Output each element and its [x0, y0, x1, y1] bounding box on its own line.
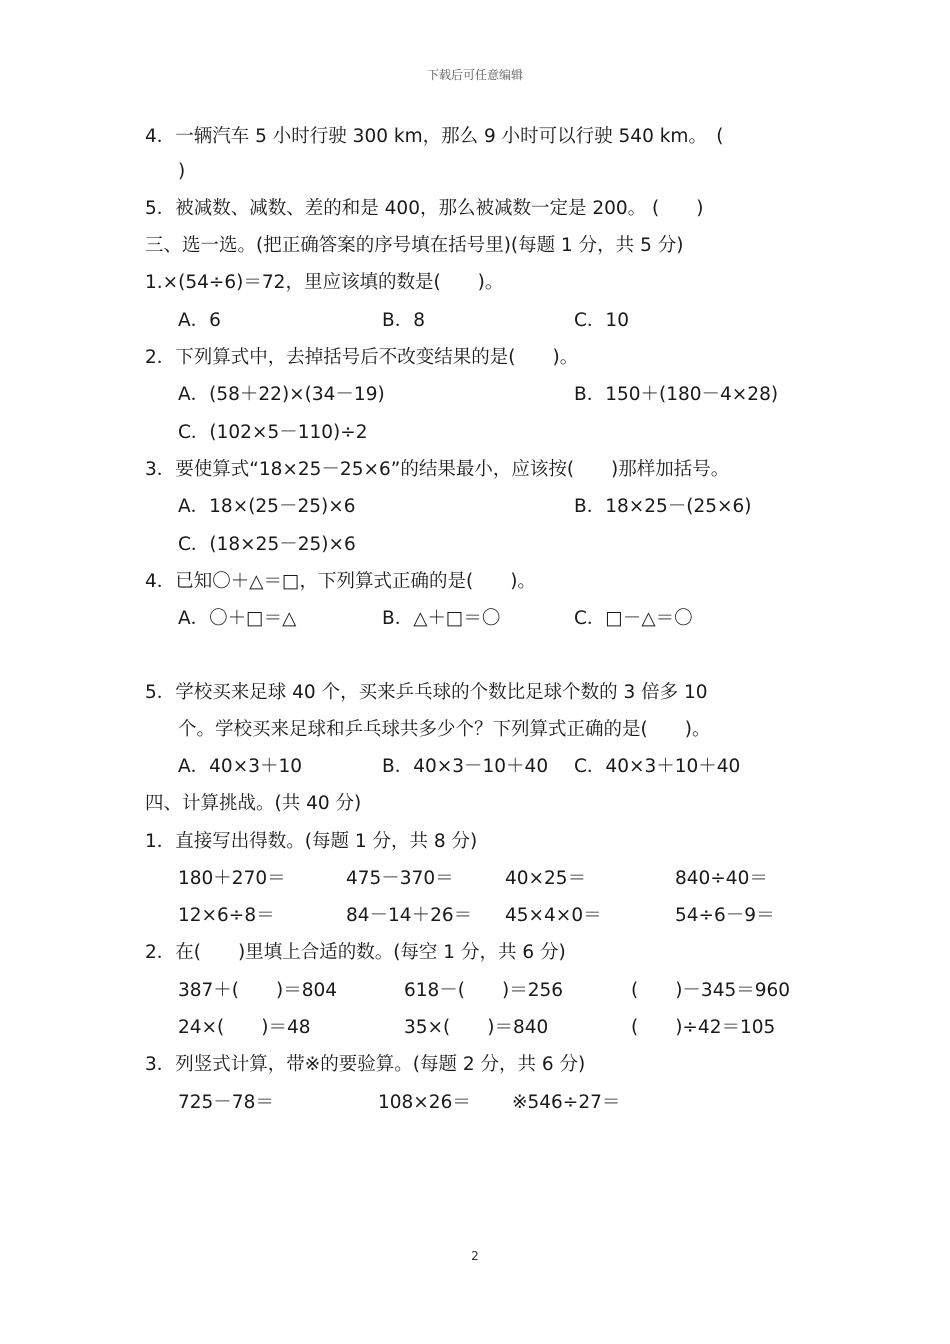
- calc-q1-item: 40×25＝: [505, 868, 587, 889]
- calc-q1-item: 45×4×0＝: [505, 905, 602, 926]
- calc-q3-item: ※546÷27＝: [512, 1092, 621, 1113]
- calc-q2-item: 24×( )＝48: [178, 1017, 311, 1038]
- choice-q4-option-a: A．〇＋□＝△: [178, 608, 297, 629]
- calc-q3-item: 108×26＝: [378, 1092, 471, 1113]
- choice-q5-stem-line1: 5．学校买来足球 40 个，买来乒乓球的个数比足球个数的 3 倍多 10: [145, 682, 708, 703]
- judge-question-4-paren: ): [178, 161, 186, 182]
- choice-q3-option-c: C．(18×25－25)×6: [178, 534, 356, 555]
- calc-q1-item: 475－370＝: [346, 868, 454, 889]
- page-number: 2: [471, 1249, 479, 1263]
- calc-q3-item: 725－78＝: [178, 1092, 274, 1113]
- choice-q2-option-a: A．(58＋22)×(34－19): [178, 384, 385, 405]
- section-3-title: 三、选一选。(把正确答案的序号填在括号里)(每题 1 分，共 5 分): [145, 235, 684, 256]
- calc-q2-item: ( )－345＝960: [631, 980, 791, 1001]
- calc-q2-stem: 2．在( )里填上合适的数。(每空 1 分，共 6 分): [145, 942, 566, 963]
- choice-q3-option-b: B．18×25－(25×6): [574, 496, 752, 517]
- calc-q1-item: 54÷6－9＝: [675, 905, 775, 926]
- choice-q2-option-b: B．150＋(180－4×28): [574, 384, 779, 405]
- calc-q2-item: ( )÷42＝105: [631, 1017, 776, 1038]
- calc-q1-item: 84－14＋26＝: [346, 905, 473, 926]
- calc-q2-item: 387＋( )＝804: [178, 980, 338, 1001]
- calc-q1-item: 180＋270＝: [178, 868, 286, 889]
- choice-q5-stem-line2: 个。学校买来足球和乒乓球共多少个？下列算式正确的是( )。: [178, 719, 711, 740]
- choice-q2-option-c: C．(102×5－110)÷2: [178, 422, 368, 443]
- section-4-title: 四、计算挑战。(共 40 分): [145, 793, 362, 814]
- choice-q4-option-c: C．□－△＝〇: [574, 608, 693, 629]
- calc-q2-item: 618－( )＝256: [404, 980, 564, 1001]
- choice-q1-stem: 1.×(54÷6)＝72，里应该填的数是( )。: [145, 272, 504, 293]
- choice-q1-option-c: C．10: [574, 310, 629, 331]
- page-header: 下载后可任意编辑: [426, 68, 523, 82]
- judge-question-4: 4．一辆汽车 5 小时行驶 300 km，那么 9 小时可以行驶 540 km。 (: [145, 126, 724, 147]
- choice-q3-option-a: A．18×(25－25)×6: [178, 496, 356, 517]
- calc-q1-item: 840÷40＝: [675, 868, 768, 889]
- judge-question-5: 5．被减数、减数、差的和是 400，那么被减数一定是 200。 ( ): [145, 198, 704, 219]
- calc-q3-stem: 3．列竖式计算，带※的要验算。(每题 2 分，共 6 分): [145, 1054, 586, 1075]
- choice-q3-stem: 3．要使算式“18×25－25×6”的结果最小，应该按( )那样加括号。: [145, 459, 730, 480]
- choice-q2-stem: 2．下列算式中，去掉括号后不改变结果的是( )。: [145, 347, 579, 368]
- calc-q1-item: 12×6÷8＝: [178, 905, 275, 926]
- choice-q5-option-b: B．40×3－10＋40: [382, 756, 549, 777]
- choice-q5-option-c: C．40×3＋10＋40: [574, 756, 741, 777]
- choice-q1-option-b: B．8: [382, 310, 425, 331]
- choice-q5-option-a: A．40×3＋10: [178, 756, 303, 777]
- calc-q2-item: 35×( )＝840: [404, 1017, 549, 1038]
- calc-q1-stem: 1．直接写出得数。(每题 1 分，共 8 分): [145, 831, 478, 852]
- choice-q4-stem: 4．已知〇＋△＝□，下列算式正确的是( )。: [145, 571, 536, 592]
- choice-q4-option-b: B．△＋□＝〇: [382, 608, 501, 629]
- choice-q1-option-a: A．6: [178, 310, 221, 331]
